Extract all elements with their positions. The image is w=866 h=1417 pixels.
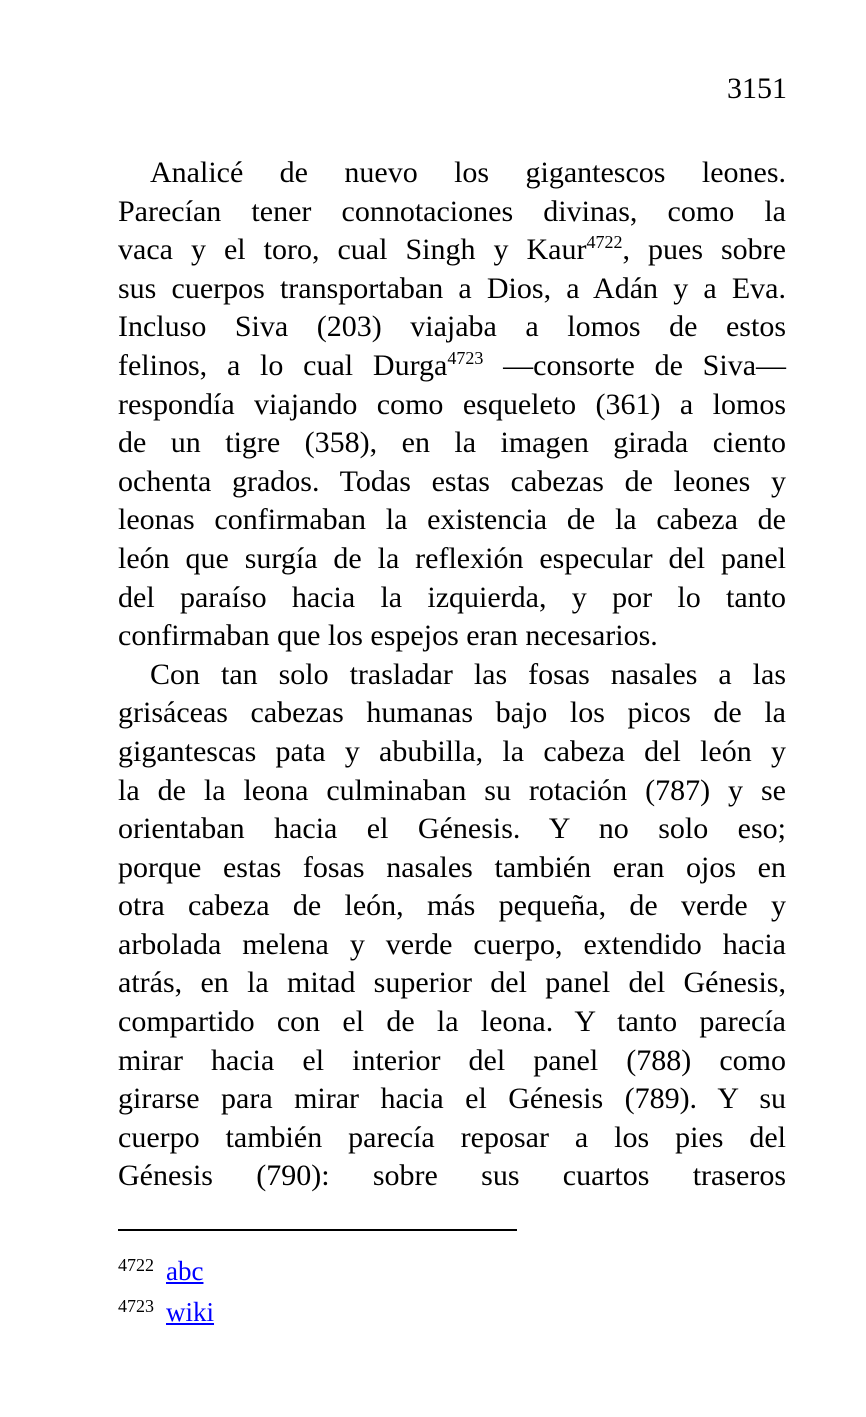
text-run: vaca y el toro, cual Singh y Kaur [118, 233, 587, 267]
text-line: grisáceas cabezas humanas bajo los picos de la [118, 696, 786, 730]
text-run: , pues sobre [622, 233, 786, 267]
text-line: del paraíso hacia la izquierda, y por lo tanto [118, 580, 786, 614]
page-number: 3151 [727, 72, 787, 105]
text-line: sus cuerpos transportaban a Dios, a Adán y a Eva. [118, 271, 786, 305]
text-line: respondía viajando como esqueleto (361) a lomos [118, 387, 786, 421]
text-line: compartido con el de la leona. Y tanto parecía [118, 1005, 786, 1039]
body-text [118, 154, 786, 1196]
text-line: confirmaban que los espejos eran necesarios. [118, 619, 658, 653]
text-run: —consorte de Siva— [483, 348, 787, 382]
text-line: Analicé de nuevo los gigantescos leones. [150, 156, 786, 189]
paragraph-2 [118, 656, 786, 1196]
footnotes [118, 1252, 214, 1334]
text-line: porque estas fosas nasales también eran ojos en [118, 850, 786, 884]
footnote-row [118, 1293, 214, 1334]
text-line: de un tigre (358), en la imagen girada ciento [118, 426, 786, 460]
text-line: gigantescas pata y abubilla, la cabeza del león y [118, 734, 786, 768]
text-line: leonas confirmaban la existencia de la cabeza de [118, 503, 786, 537]
text-line: león que surgía de la reflexión especular del panel [118, 541, 786, 575]
footnote-ref-4723: 4723 [447, 347, 484, 368]
text-line: girarse para mirar hacia el Génesis (789). Y su [118, 1082, 786, 1116]
text-line: la de la leona culminaban su rotación (787) y se [118, 773, 786, 807]
text-line: Con tan solo trasladar las fosas nasales a las [150, 657, 786, 691]
text-line: atrás, en la mitad superior del panel del Génesis, [118, 966, 786, 1000]
text-line: ochenta grados. Todas estas cabezas de leones y [118, 464, 786, 498]
footnote-number-4722: 4722 [118, 1255, 154, 1275]
footnote-ref-4722: 4722 [586, 232, 623, 253]
text-line: cuerpo también parecía reposar a los pies del [118, 1120, 786, 1154]
text-line: Incluso Siva (203) viajaba a lomos de estos [118, 310, 786, 344]
text-line: Génesis (790): sobre sus cuartos traseros [118, 1159, 786, 1193]
footnote-link-abc[interactable]: abc [166, 1256, 204, 1286]
paragraph-1 [118, 154, 786, 656]
text-line: arbolada melena y verde cuerpo, extendido hacia [118, 927, 786, 961]
footnote-number-4723: 4723 [118, 1296, 154, 1316]
text-line: orientaban hacia el Génesis. Y no solo eso; [118, 812, 786, 846]
text-line: otra cabeza de león, más pequeña, de verde y [118, 889, 786, 923]
text-run: felinos, a lo cual Durga [118, 348, 448, 382]
text-line: mirar hacia el interior del panel (788) como [118, 1043, 786, 1077]
text-line [118, 231, 786, 270]
footnote-link-wiki[interactable]: wiki [166, 1297, 215, 1327]
footnote-separator [118, 1229, 517, 1231]
text-line: Parecían tener connotaciones divinas, como la [118, 194, 786, 228]
text-line [118, 347, 786, 386]
